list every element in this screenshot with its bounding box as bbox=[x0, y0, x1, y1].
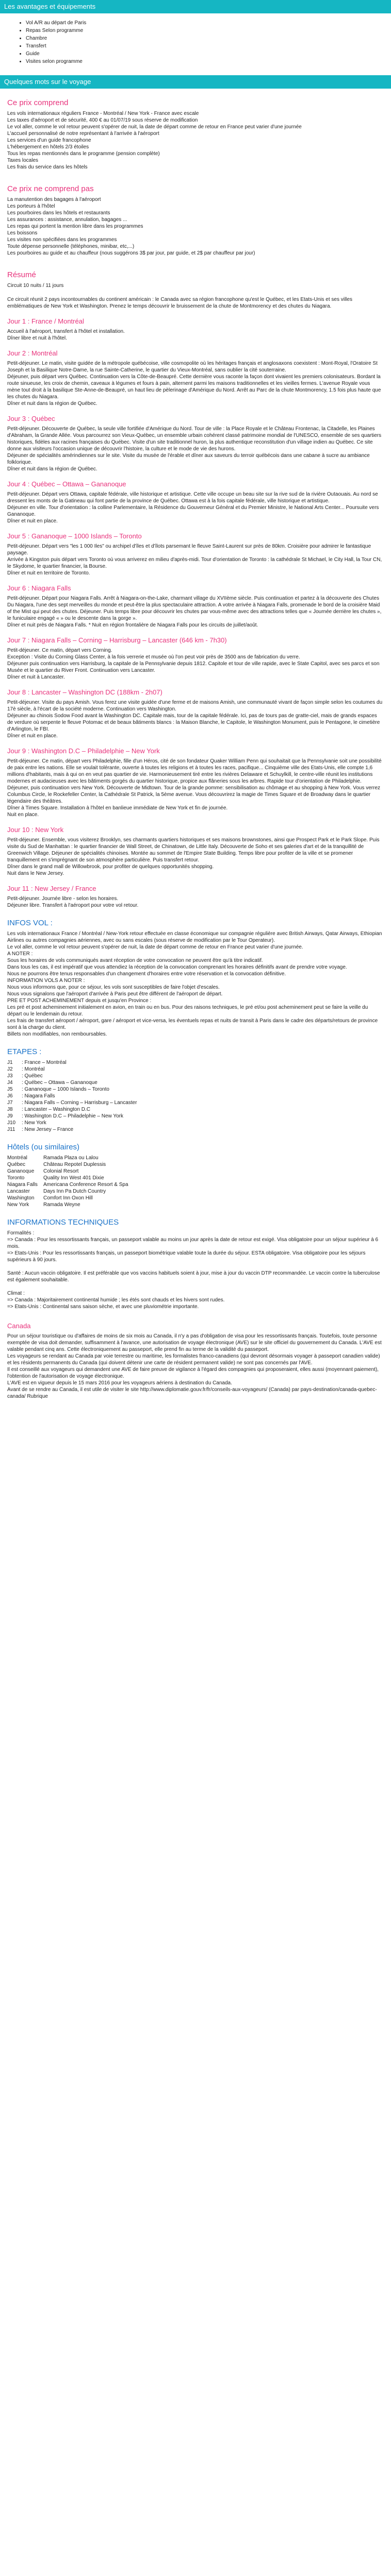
hotel-city: Washington bbox=[7, 1195, 35, 1201]
day-line: Déjeuner au chinois Sodow Food avant la Washington DC. Capitale mais, tour de la capitale fédérale. Ici, pas de tours pas de gratte-ciel, mais de grands espaces de verdure où serpente le fleuve Potomac et de beaux bâtiments blancs : la Maison Blanche, le Capitole, le Washington Monument, puis le Pentagone, le cimetière d'Arlington, le FBI. bbox=[7, 713, 380, 732]
text-line: Formalités : bbox=[7, 1230, 35, 1236]
etape-route: : Québec – Ottawa – Gananoque bbox=[22, 1080, 97, 1086]
day-line: Dîner et nuit à Lancaster. bbox=[7, 674, 65, 680]
day-line: Accueil à l'aéroport, transfert à l'hôtel et installation. bbox=[7, 329, 125, 334]
day-title: Jour 5 : Gananoque – 1000 Islands – Toronto bbox=[7, 532, 142, 540]
text-line: Le vol aller, comme le vol retour peuvent s'opérer de nuit, la date de départ comme de retour en France peut varier d'une journée bbox=[7, 124, 302, 130]
day-line: Dîner et nuit près de Niagara Falls. * Nuit en région frontalière de Niagara Falls pour les circuits de juillet/août. bbox=[7, 622, 258, 628]
etape-route: : Niagara Falls bbox=[22, 1093, 55, 1099]
etape-day: J8 bbox=[7, 1107, 13, 1112]
etape-day: J1 bbox=[7, 1060, 13, 1065]
hotel-city: Lancaster bbox=[7, 1189, 30, 1194]
etape-route: : Niagara Falls – Corning – Harrisburg – Lancaster bbox=[22, 1100, 137, 1106]
advantage-item: • Transfert bbox=[26, 43, 384, 49]
day-line: Dîner et nuit en place. bbox=[7, 518, 58, 524]
text-line: Taxes locales bbox=[7, 158, 39, 163]
advantage-item: • Repas Selon programme bbox=[26, 27, 384, 34]
day-title: Jour 8 : Lancaster – Washington DC (188km - 2h07) bbox=[7, 688, 162, 696]
etape-row bbox=[7, 1086, 384, 1093]
hotels-title: Hôtels (ou similaires) bbox=[7, 1143, 80, 1151]
etape-row bbox=[7, 1099, 384, 1106]
day-line: Petit-déjeuner. Ce matin, départ vers Philadelphie, fille d'un Héros, cité de son fondateur Quaker William Penn qui souhaitait que la Pennsylvanie soit une possibilité de paix entre les nations. Elle se voulait tolérante, ouverte à toutes les religions et à toutes les races, pacifique... Cinquième ville des Etats-Unis, elle compte 1,6 millions d'habitants, mais à qui on en veut pas quartier de vie. Harmonieusement tiré entre les rivières Delaware et Schuylkill, le centre-ville réunit les institutions modernes et audacieuses avec les bâtiments gorgés du quartier historique, propice aux flâneries sous les arbres. Rapide tour d'orientation de Philadelphie. Déjeuner, puis continuation vers New York. Découverte de Midtown. Tour de la grande pomme: sensibilisation au chômage et au shopping à New York. Vous verrez Columbus Circle, le Rockefeller Center, la Cathédrale St Patrick, la 5ème avenue. Vous découvrirez la magie de Times Square et de Broadway dans le quartier légendaire des théâtres. bbox=[7, 758, 382, 804]
text-line: Les porteurs à l'hôtel bbox=[7, 204, 55, 209]
etape-day: J2 bbox=[7, 1066, 13, 1072]
text-line: Nous ne pourrons être tenus responsables d'un changement d'horaires entre votre réservation et la convocation définitive. bbox=[7, 971, 286, 977]
text-line: Santé : Aucun vaccin obligatoire. Il est préférable que vos vaccins habituels soient à jour, mise à jour du vaccin DTP recommandée. Le vaccin contre la tuberculose est également souhaitable. bbox=[7, 1270, 380, 1283]
etape-route: : Québec bbox=[22, 1073, 43, 1079]
text-line: Nous vous signalons que l'aéroport d'arrivée à Paris peut être différent de l'aéroport de départ. bbox=[7, 991, 223, 997]
day-line: Dîner à Times Square. Installation à l'hôtel en banlieue immédiate de New York et fin de journée. bbox=[7, 805, 228, 811]
summary-duration: Circuit 10 nuits / 11 jours bbox=[7, 283, 64, 289]
advantage-item: • Chambre bbox=[26, 35, 384, 42]
text-line: Les repas qui portent la mention libre dans les programmes bbox=[7, 224, 143, 229]
etape-day: J10 bbox=[7, 1120, 16, 1126]
etape-row bbox=[7, 1120, 384, 1126]
etape-row bbox=[7, 1093, 384, 1099]
text-line: Les vols internationaux réguliers France - Montréal / New York - France avec escale bbox=[7, 111, 199, 116]
day-title: Jour 11 : New Jersey / France bbox=[7, 885, 96, 892]
text-line: Climat : bbox=[7, 1291, 25, 1296]
day-title: Jour 6 : Niagara Falls bbox=[7, 584, 71, 592]
text-line: Nous vous informons que, pour ce séjour, les vols sont susceptibles de faire l'objet d'escales. bbox=[7, 985, 220, 990]
day-line: Déjeuner puis continuation vers Harrisburg, la capitale de la Pennsylvanie depuis 1812. Capitole et tour de ville rapide, avec le State Capitol, avec ses parcs et son Musée et le quartier du River Front. Continuation vers Lancaster. bbox=[7, 661, 380, 673]
hotel-name: Ramada Plaza ou Lalou bbox=[43, 1155, 99, 1161]
day-line: Dîner et nuit dans la région de Québec. bbox=[7, 401, 97, 406]
hotel-name: Days Inn Pa Dutch Country bbox=[43, 1189, 106, 1194]
hotel-name: Quality Inn West 401 Dixie bbox=[43, 1175, 104, 1181]
day-title: Jour 4 : Québec – Ottawa – Gananoque bbox=[7, 480, 126, 488]
day-title: Jour 1 : France / Montréal bbox=[7, 317, 84, 325]
text-line: Les frais du service dans les hôtels bbox=[7, 164, 88, 170]
day-line: Exception : Visite du Corning Glass Center, à la fois verrerie et musée où l'on peut voir près de 3500 ans de fabrication du verre. bbox=[7, 654, 300, 660]
hotel-city: Québec bbox=[7, 1162, 26, 1167]
day-line: Déjeuner de spécialités amérindiennes sur le site. Visite du musée de l'érable et dîner aux saveurs du terroir québécois dans une cabane à sucre au ambiance folklorique. bbox=[7, 453, 370, 465]
text-line: => Canada : Majoritairement continental humide ; les étés sont chauds et les hivers sont rudes. bbox=[7, 1297, 225, 1303]
day-line: Dîner dans le grand mall de Willowbrook, pour profiter de quelques opportunités shopping. bbox=[7, 864, 214, 870]
advantages-list bbox=[7, 20, 384, 65]
hotel-city: Montréal bbox=[7, 1155, 27, 1161]
etape-route: : New York bbox=[22, 1120, 46, 1126]
day-line: Petit-déjeuner. Découverte de Québec, la seule ville fortifiée d'Amérique du Nord. Tour de ville : la Place Royale et le Château Frontenac, la Citadelle, les Plaines d'Abraham, la Grande Allée. Vous parcourrez son Vieux-Québec, un ensemble urbain cohérent classé patrimoine mondial de l'UNESCO, ensemble de ses quartiers historiques, fidèles aux racines françaises du Québec. Visite d'un site traditionnel huron, la plus authentique reconstitution d'un village indien au Québec. Ce site donne aux visiteurs l'occasion unique de découvrir l'histoire, la culture et le mode de vie des hurons. bbox=[7, 426, 382, 452]
hotel-row bbox=[7, 1155, 384, 1161]
text-line: Les assurances : assistance, annulation, bagages ... bbox=[7, 217, 127, 223]
text-line: Les taxes d'aéroport et de sécurité, 400 € au 01/07/19 sous réserve de modification bbox=[7, 117, 198, 123]
text-line: Il est conseillé aux voyageurs qui demandent une AVE de faire preuve de vigilance à l'égard des compagnies qui proposeraient, elles aussi (moyennant paiement), l'obtention de l'autorisation de voyage électronique. bbox=[7, 1367, 379, 1379]
hotel-row bbox=[7, 1188, 384, 1195]
etapes-title: ETAPES : bbox=[7, 1047, 42, 1056]
hotel-name: Château Repotel Duplessis bbox=[43, 1162, 106, 1167]
excluded-title: Ce prix ne comprend pas bbox=[7, 184, 94, 193]
day-title: Jour 2 : Montréal bbox=[7, 349, 58, 357]
text-line: Les pourboires au guide et au chauffeur (nous suggérons 3$ par jour, par guide, et 2$ par chauffeur par jour) bbox=[7, 250, 255, 256]
etape-row bbox=[7, 1059, 384, 1066]
day-line: Petit-déjeuner. Ensemble, vous visiterez Brooklyn, ses charmants quartiers historiques et ses maisons brownstones, ainsi que Prospect Park et le Park Slope. Puis visite du Sud de Manhattan : le quartier financier de Wall Street, de Chinatown, de Little Italy. Découverte de Soho et ses galeries d'art et de la tranquillité de Greenwich Village. Déjeuner de spécialités chinoises. Montée au sommet de l'Empire State Building. Temps libre pour profiter de la ville et se promener tranquillement en s'imprégnant de son atmosphère particulière. Puis transfert retour. bbox=[7, 837, 380, 863]
infos-title: INFOS VOL : bbox=[7, 919, 53, 927]
etape-day: J4 bbox=[7, 1080, 13, 1086]
etape-row bbox=[7, 1066, 384, 1073]
day-line: Nuit en place. bbox=[7, 812, 39, 818]
text-line: Sous les horaires de vols communiqués avant réception de votre convocation ne peuvent être qu'à titre indicatif. bbox=[7, 958, 263, 963]
text-line: PRE ET POST ACHEMINEMENT depuis et jusqu'en Province : bbox=[7, 998, 152, 1004]
day-line: Dîner et nuit en place. bbox=[7, 733, 58, 739]
included-title: Ce prix comprend bbox=[7, 98, 69, 107]
day-title: Jour 3 : Québec bbox=[7, 415, 55, 422]
etape-row bbox=[7, 1073, 384, 1079]
etape-day: J9 bbox=[7, 1113, 13, 1119]
text-line: La manutention des bagages à l'aéroport bbox=[7, 197, 101, 202]
day-line: Déjeuner en ville. Tour d'orientation : la colline Parlementaire, la Résidence du Gouverneur Général et du Premier Ministre, le National Arts Center... Poursuite vers Gananoque. bbox=[7, 505, 379, 517]
hotel-city: Gananoque bbox=[7, 1168, 35, 1174]
advantages-section bbox=[0, 13, 391, 75]
text-line bbox=[7, 1263, 384, 1270]
voyage-band: Quelques mots sur le voyage bbox=[0, 75, 391, 89]
canada-lines bbox=[7, 1333, 384, 1400]
hotel-row bbox=[7, 1175, 384, 1181]
hotel-name: Ramada Weyne bbox=[43, 1202, 80, 1208]
day-line: Petit-déjeuner. Visite du pays Amish. Vous ferez une visite guidée d'une ferme et de maisons Amish, une communauté vivant de façon simple selon les coutumes du 17è siècle, à l'écart de la société moderne. Continuation vers Washington. bbox=[7, 700, 383, 712]
hotel-name: Colonial Resort bbox=[43, 1168, 79, 1174]
day-line: Dîner et nuit dans la région de Québec. bbox=[7, 466, 97, 472]
text-line: Les boissons bbox=[7, 230, 38, 236]
text-line: Les services d'un guide francophone bbox=[7, 138, 91, 143]
text-line: Les visites non spécifiées dans les programmes bbox=[7, 237, 117, 243]
voyage-section bbox=[0, 89, 391, 1407]
etapes-list bbox=[7, 1059, 384, 1133]
hotel-name: Americana Conference Resort & Spa bbox=[43, 1182, 128, 1188]
summary-title: Résumé bbox=[7, 270, 36, 279]
day-line: Dîner et nuit en territoire de Toronto. bbox=[7, 570, 90, 576]
etape-route: : New Jersey – France bbox=[22, 1127, 74, 1132]
etape-row bbox=[7, 1113, 384, 1120]
infos-lines bbox=[7, 930, 384, 1038]
tech-title: INFORMATIONS TECHNIQUES bbox=[7, 1218, 119, 1227]
etape-row bbox=[7, 1126, 384, 1133]
day-line: Petit-déjeuner. Le matin, visite guidée de la métropole québécoise, ville cosmopolite où les héritages français et anglosaxons coexistent : Mont-Royal, l'Oratoire St Joseph et la Basilique Notre-Dame, la rue Sainte-Catherine, le quartier du Vieux-Montréal, sans oublier la cité souterraine. bbox=[7, 361, 378, 373]
text-line: Le vol aller, comme le vol retour peuvent s'opérer de nuit, la date de départ comme de retour en France peut varier d'une journée. bbox=[7, 944, 303, 950]
advantage-item: • Visites selon programme bbox=[26, 58, 384, 65]
etape-day: J6 bbox=[7, 1093, 13, 1099]
day-line: Arrivée à Kingston puis départ vers Toronto où vous arriverez en milieu d'après-midi. Tour d'orientation de Toronto : la cathédrale St Michael, le City Hall, la Tour CN, le Skydome, le quartier financier, la Bourse. bbox=[7, 557, 382, 569]
text-line: INFORMATION VOLS A NOTER : bbox=[7, 978, 85, 984]
text-line: Pour un séjour touristique ou d'affaires de moins de six mois au Canada, il n'y a pas d'obligation de visa pour les ressortissants français. Toutefois, toute personne exemptée de visa doit demander, suffisamment à l'avance, une autorisation de voyage électronique (AVE) sur le site officiel du gouvernement du Canada. L'AVE est valable pendant cinq ans. Cette électroniquement au passeport, elle prend fin au terme de la validité du passeport. bbox=[7, 1333, 382, 1352]
advantage-item: • Vol A/R au départ de Paris bbox=[26, 20, 384, 26]
day-title: Jour 9 : Washington D.C – Philadelphie – New York bbox=[7, 747, 160, 755]
etape-route: : Washington D.C – Philadelphie – New York bbox=[22, 1113, 123, 1119]
excluded-lines bbox=[7, 196, 384, 257]
text-line: => Etats-Unis : Pour les ressortissants français, un passeport biométrique valable toute la durée du séjour. ESTA obligatoire. Visa obligatoire pour les séjours supérieurs à 90 jours. bbox=[7, 1250, 366, 1263]
etape-day: J5 bbox=[7, 1087, 13, 1092]
etape-day: J11 bbox=[7, 1127, 15, 1132]
day-line: Petit-déjeuner. Départ vers "les 1 000 Iles" ou archipel d'îles et d'îlots parsemant le fleuve Saint-Laurent sur près de 80km. Croisière pour admirer le fantastique paysage. bbox=[7, 544, 371, 556]
hotel-name: Comfort Inn Oxon Hill bbox=[43, 1195, 93, 1201]
included-lines bbox=[7, 110, 384, 171]
text-line: Avant de se rendre au Canada, il est utile de visiter le site http://www.diplomatie.gouv.fr/fr/conseils-aux-voyageurs/ (Canada) par pays-destination/canada-quebec-canada/ Rubrique bbox=[7, 1387, 377, 1399]
day-line: Petit-déjeuner. Départ pour Niagara Falls. Arrêt à Niagara-on-the-Lake, charmant village du XVIIème siècle. Puis continuation et partez à la découverte des Chutes Du Niagara, l'une des sept merveilles du monde et peut-être la plus spectaculaire attraction. A votre arrivée à Niagara Falls, promenade le bord de la croisière Maid of the Mist qui peut des chutes. Déjeuner. Puis temps libre pour découvrir les chutes par vous-même avec des attractions telles que « Journée derrière les chutes », le funiculaire engagé « » ou le descente dans la gorge ». bbox=[7, 596, 382, 621]
etape-day: J3 bbox=[7, 1073, 13, 1079]
etape-day: J7 bbox=[7, 1100, 13, 1106]
text-line bbox=[7, 1283, 384, 1290]
text-line: L'AVE est en vigueur depuis le 15 mars 2016 pour les voyageurs aériens à destination du Canada. bbox=[7, 1380, 232, 1386]
etape-row bbox=[7, 1106, 384, 1113]
day-line: Nuit dans le New Jersey. bbox=[7, 871, 64, 876]
day-line: Petit-déjeuner. Ce matin, départ vers Corning. bbox=[7, 648, 112, 653]
text-line: Billets non modifiables, non remboursables. bbox=[7, 1031, 107, 1037]
tech-lines bbox=[7, 1230, 384, 1310]
day-line: Dîner libre et nuit à l'hôtel. bbox=[7, 335, 67, 341]
etape-route: : Lancaster – Washington D.C bbox=[22, 1107, 91, 1112]
hotel-city: Toronto bbox=[7, 1175, 25, 1181]
days-list bbox=[7, 317, 384, 909]
text-line: Les frais de transfert aéroport / aéroport, gare / aéroport et vice-versa, les éventuels repas et nuits de transit à Paris dans le cadre des départs/retours de province sont à la charge du client. bbox=[7, 1018, 378, 1030]
text-line: L'hébergement en hôtels 2/3 étoiles bbox=[7, 144, 89, 150]
advantage-item: • Guide bbox=[26, 50, 384, 57]
day-title: Jour 10 : New York bbox=[7, 826, 64, 834]
hotel-row bbox=[7, 1201, 384, 1208]
day-line: Petit-déjeuner. Départ vers Ottawa, capitale fédérale, ville historique et artistique. Cette ville occupe un beau site sur la rive sud de la rivière Outaouais. Au nord se dressent les monts de la Gatineau qui font partie de la province de Québec. Ottawa est à la fois capitale fédérale, ville historique et artistique. bbox=[7, 492, 378, 504]
advantages-band: Les avantages et équipements bbox=[0, 0, 391, 13]
text-line: Les vols internationaux France / Montréal / New-York retour effectuée en classe économique sur compagnie régulière avec British Airways, Qatar Airways, Ethiopian Airlines ou autres compagnies aériennes, avec ou sans escales (sous réserve de modification par le Tour Operateur). bbox=[7, 931, 382, 943]
day-title: Jour 7 : Niagara Falls – Corning – Harrisburg – Lancaster (646 km - 7h30) bbox=[7, 636, 227, 644]
text-line: L'accueil personnalisé de notre représentant à l'arrivée à l'aéroport bbox=[7, 131, 159, 137]
text-line: => Etats-Unis : Continental sans saison sèche, et avec une pluviométrie importante. bbox=[7, 1304, 199, 1310]
etape-route: : Gananoque – 1000 Islands – Toronto bbox=[22, 1087, 109, 1092]
text-line: Les voyageurs se rendant au Canada par voie terrestre ou maritime, les formalistes franco-canadiens (qui devront désormais voyager à passeport canadien valide) et les résidents permanents du Canada (qui doivent détenir une carte de résident permanent valide) ne sont pas concernés par l'AVE. bbox=[7, 1353, 380, 1366]
text-line: Toute dépense personnelle (téléphones, minibar, etc,...) bbox=[7, 244, 135, 249]
hotels-list bbox=[7, 1155, 384, 1208]
text-line: A NOTER : bbox=[7, 951, 33, 957]
text-line: Les pourboires dans les hôtels et restaurants bbox=[7, 210, 110, 216]
hotel-city: Niagara Falls bbox=[7, 1182, 38, 1188]
canada-title: Canada bbox=[7, 1322, 31, 1330]
etape-route: : Montréal bbox=[22, 1066, 45, 1072]
text-line: Dans tous les cas, il est impératif que vous attendiez la réception de la convocation comprenant les horaires définitifs avant de prendre votre voyage. bbox=[7, 964, 347, 970]
hotel-row bbox=[7, 1181, 384, 1188]
text-line: Tous les repas mentionnés dans le programme (pension complète) bbox=[7, 151, 160, 157]
day-line: Déjeuner, puis départ vers Québec. Continuation vers la Côte-de-Beaupré. Cette dernière vous raconte la façon dont vivaient les premiers colonisateurs. Bordant la route sinueuse, les croix de chemin, caveaux à légumes et fours à pain, alternent parmi les maisons traditionnelles et les vieilles fermes. L'avenue Royale vous mène tout droit à la basilique Ste-Anne-de-Beaupré, un haut lieu de pèlerinage d'Amérique du Nord. Arrêt au Parc de la chute Montmorency, 1.5 fois plus haute que les chutes du Niagara. bbox=[7, 374, 381, 400]
text-line: Les pré et post acheminement initialement en avion, en train ou en bus. Pour des raisons techniques, le pré et/ou post acheminement peut se faire la veille du départ ou le lendemain du retour. bbox=[7, 1005, 368, 1017]
etape-row bbox=[7, 1079, 384, 1086]
hotel-city: New York bbox=[7, 1202, 29, 1208]
hotel-row bbox=[7, 1161, 384, 1168]
day-line: Petit-déjeuner. Journée libre - selon les horaires. bbox=[7, 896, 119, 902]
summary-intro: Ce circuit réunit 2 pays incontournables du continent américain : le Canada avec sa région francophone qu'est le Québec, et les Etats-Unis et ses villes emblématiques de New York et Washington. Prenez le temps découvrir le bruissement de la chute de Montmorency et des chutes du Niagara. bbox=[7, 297, 352, 309]
hotel-row bbox=[7, 1195, 384, 1201]
text-line: => Canada : Pour les ressortissants français, un passeport valable au moins un jour après la date de retour est exigé. Visa obligatoire pour un séjour supérieur à 6 mois. bbox=[7, 1237, 379, 1249]
hotel-row bbox=[7, 1168, 384, 1175]
day-line: Déjeuner libre. Transfert à l'aéroport pour votre vol retour. bbox=[7, 903, 139, 908]
etape-route: : France – Montréal bbox=[22, 1060, 67, 1065]
